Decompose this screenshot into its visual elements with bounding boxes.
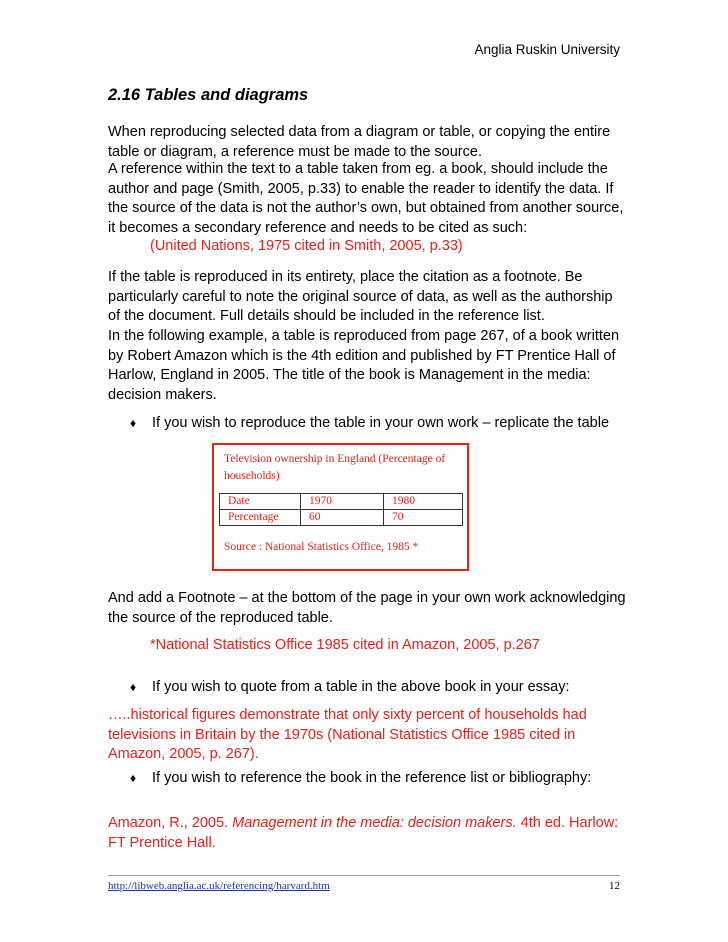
bullet-text: If you wish to quote from a table in the above book in your essay: [152,679,570,695]
bullet-reproduce-table [130,414,609,433]
data-table [219,493,463,526]
table-cell: 1980 [384,494,463,510]
bullet-text: If you wish to reference the book in the reference list or bibliography: [152,770,592,786]
reference-author-year: Amazon, R., 2005. [108,815,229,831]
diamond-bullet-icon: ♦ [130,416,137,430]
table-cell: Percentage [220,510,301,526]
table-caption: Television ownership in England (Percentage of households) [224,453,446,482]
table-cell: Date [220,494,301,510]
bullet-reference-book [130,769,591,788]
footer-url-link[interactable]: http://libweb.anglia.ac.uk/referencing/harvard.htm [108,880,330,892]
reproduced-table-example [212,443,469,571]
reference-title: Management in the media: decision makers. [232,815,517,831]
paragraph-example-description: In the following example, a table is reproduced from page 267, of a book written by Robert Amazon which is the 4th edition and published by FT Prentice Hall of Harlow, England in 2005. The title of the book is Management in the media: decision makers. [108,328,620,403]
bullet-text: If you wish to reproduce the table in your own work – replicate the table [152,415,610,431]
section-title: 2.16 Tables and diagrams [108,86,309,104]
paragraph-reference-within-text: A reference within the text to a table taken from eg. a book, should include the author and page (Smith, 2005, p.33) to enable the reader to identify the data. If the source of the data is not the author’s own, but obtained from another source, it becomes a secondary reference and needs to be cited as such: [108,161,624,236]
diamond-bullet-icon: ♦ [130,771,137,785]
page-header: Anglia Ruskin University [474,42,620,57]
bullet-quote-from-table [130,678,570,697]
reference-edition-publisher: 4th ed. Harlow: FT Prentice Hall. [108,815,619,851]
table-row [220,494,463,510]
table-cell: 60 [301,510,384,526]
page-number: 12 [609,880,620,892]
table-cell: 70 [384,510,463,526]
secondary-citation-example: (United Nations, 1975 cited in Smith, 2005, p.33) [150,238,463,254]
diamond-bullet-icon: ♦ [130,680,137,694]
table-row [220,510,463,526]
reference-list-example [108,814,628,853]
paragraph-add-footnote: And add a Footnote – at the bottom of the page in your own work acknowledging the source of the reproduced table. [108,590,626,626]
footer-divider [108,875,620,876]
footnote-citation-example: *National Statistics Office 1985 cited in Amazon, 2005, p.267 [150,637,540,653]
paragraph-footnote-rule: If the table is reproduced in its entirety, place the citation as a footnote. Be particularly careful to note the original source of data, as well as the authorship of the document. Full details should be included in the reference list. [108,269,613,324]
quote-example: …..historical figures demonstrate that only sixty percent of households had televisions in Britain by the 1970s (National Statistics Office 1985 cited in Amazon, 2005, p. 267). [108,707,587,762]
paragraph-intro: When reproducing selected data from a diagram or table, or copying the entire table or diagram, a reference must be made to the source. [108,124,611,160]
table-cell: 1970 [301,494,384,510]
table-source: Source : National Statistics Office, 1985 * [224,541,419,553]
